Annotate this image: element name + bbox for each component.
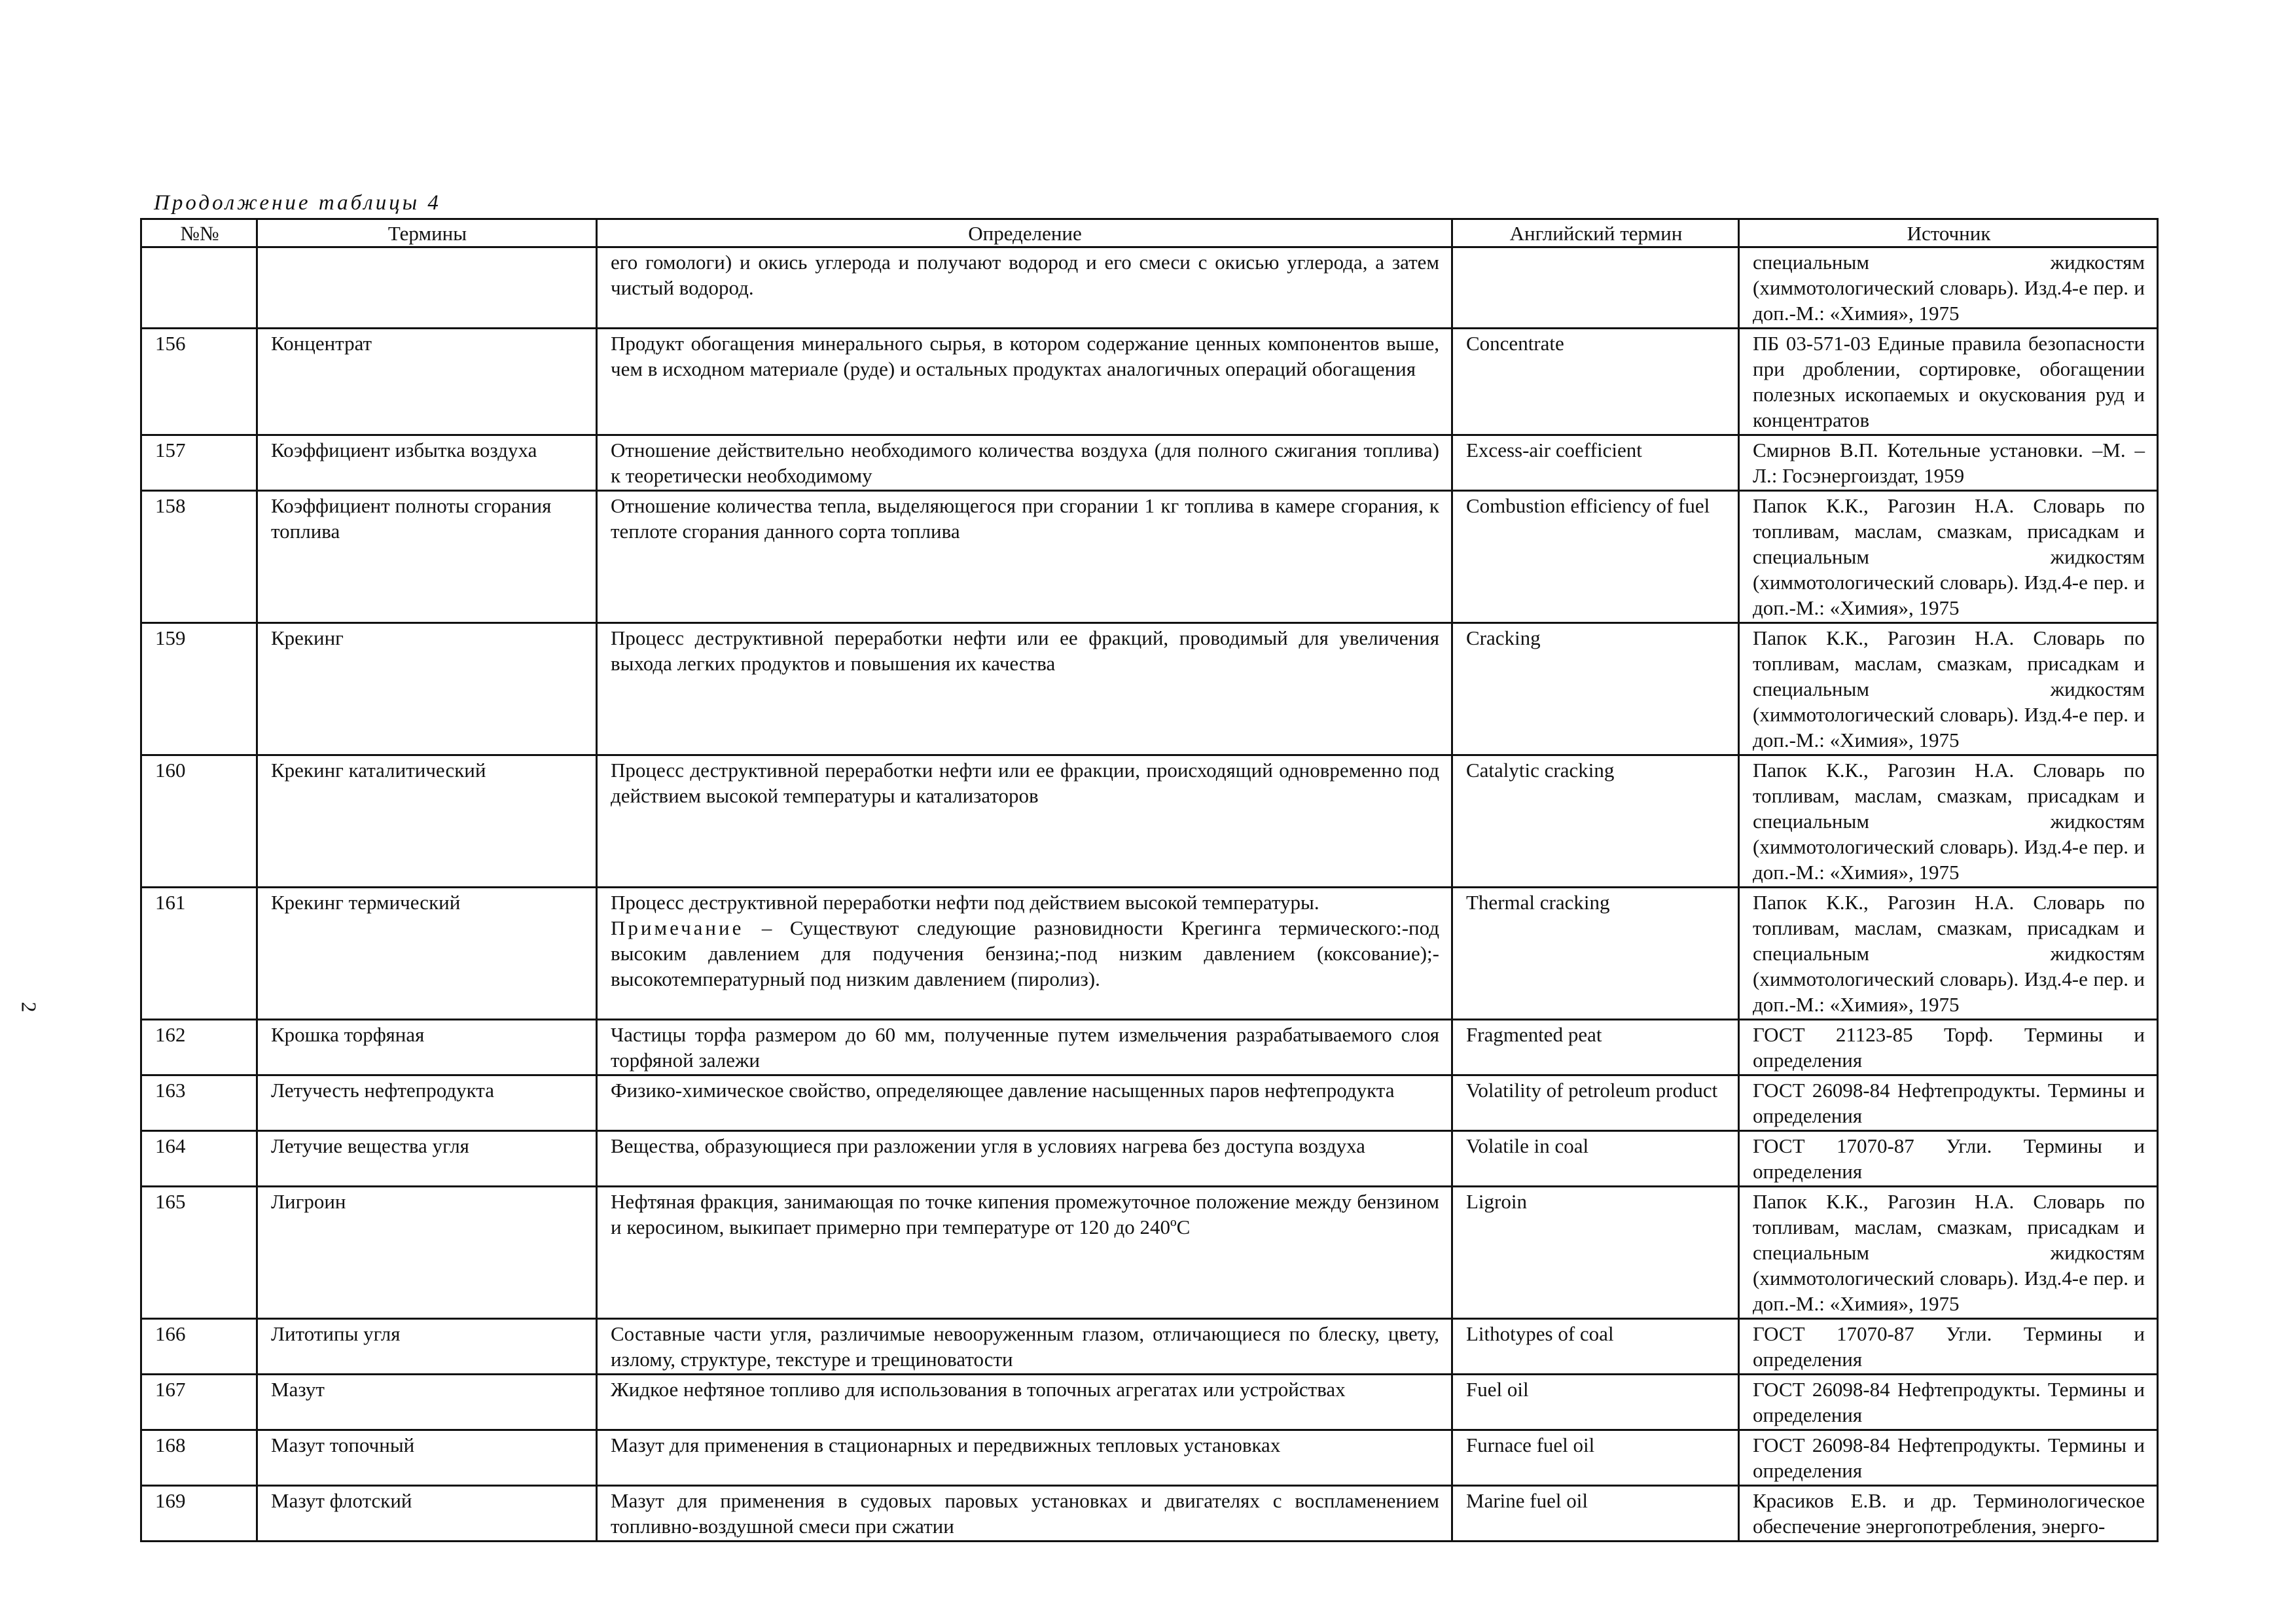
cell-term: Крекинг (257, 623, 597, 755)
table-row (141, 755, 2158, 888)
cell-english: Marine fuel oil (1452, 1486, 1739, 1542)
cell-num: 159 (141, 623, 257, 755)
cell-source: Папок К.К., Рагозин Н.А. Словарь по топливам, маслам, смазкам, присадкам и специальным жидкостям (химмотологический словарь). Изд.4-е пер. и доп.-М.: «Химия», 1975 (1739, 888, 2158, 1020)
cell-source: ГОСТ 26098-84 Нефтепродукты. Термины и определения (1739, 1075, 2158, 1131)
cell-term (257, 247, 597, 329)
cell-num (141, 247, 257, 329)
cell-english: Volatility of petroleum product (1452, 1075, 1739, 1131)
table-row (141, 1375, 2158, 1430)
table-row (141, 1187, 2158, 1319)
cell-source: ГОСТ 26098-84 Нефтепродукты. Термины и определения (1739, 1430, 2158, 1486)
cell-definition: Жидкое нефтяное топливо для использования в топочных агрегатах или устройствах (597, 1375, 1452, 1430)
cell-source: Красиков Е.В. и др. Терминологическое обеспечение энергопотребления, энерго- (1739, 1486, 2158, 1542)
cell-num: 164 (141, 1131, 257, 1187)
cell-term: Летучесть нефтепродукта (257, 1075, 597, 1131)
terms-table (140, 218, 2159, 1542)
cell-definition: Процесс деструктивной переработки нефти или ее фракции, происходящий одновременно под действием высокой температуры и катализаторов (597, 755, 1452, 888)
cell-english: Fuel oil (1452, 1375, 1739, 1430)
cell-num: 166 (141, 1319, 257, 1375)
cell-term: Коэффициент избытка воздуха (257, 435, 597, 491)
table-row (141, 1319, 2158, 1375)
cell-english: Volatile in coal (1452, 1131, 1739, 1187)
cell-num: 158 (141, 491, 257, 623)
cell-source: ПБ 03-571-03 Единые правила безопасности при дроблении, сортировке, обогащении полезных ископаемых и окускования руд и концентратов (1739, 329, 2158, 435)
cell-num: 167 (141, 1375, 257, 1430)
cell-definition: Вещества, образующиеся при разложении угля в условиях нагрева без доступа воздуха (597, 1131, 1452, 1187)
header-english: Английский термин (1452, 219, 1739, 247)
cell-source: Папок К.К., Рагозин Н.А. Словарь по топливам, маслам, смазкам, присадкам и специальным жидкостям (химмотологический словарь). Изд.4-е пер. и доп.-М.: «Химия», 1975 (1739, 1187, 2158, 1319)
table-row (141, 888, 2158, 1020)
cell-term: Крошка торфяная (257, 1020, 597, 1075)
header-source: Источник (1739, 219, 2158, 247)
cell-term: Концентрат (257, 329, 597, 435)
cell-definition: Физико-химическое свойство, определяющее давление насыщенных паров нефтепродукта (597, 1075, 1452, 1131)
cell-definition: его гомологи) и окись углерода и получают водород и его смеси с окисью углерода, а затем чистый водород. (597, 247, 1452, 329)
cell-english: Combustion efficiency of fuel (1452, 491, 1739, 623)
cell-english (1452, 247, 1739, 329)
table-row (141, 1020, 2158, 1075)
cell-english: Furnace fuel oil (1452, 1430, 1739, 1486)
table-caption: Продолжение таблицы 4 (154, 191, 441, 215)
cell-definition: Частицы торфа размером до 60 мм, полученные путем измельчения разрабатываемого слоя торфяной залежи (597, 1020, 1452, 1075)
cell-source: Папок К.К., Рагозин Н.А. Словарь по топливам, маслам, смазкам, присадкам и специальным жидкостям (химмотологический словарь). Изд.4-е пер. и доп.-М.: «Химия», 1975 (1739, 623, 2158, 755)
page-number: 2 (17, 1001, 41, 1013)
cell-num: 160 (141, 755, 257, 888)
table-row (141, 491, 2158, 623)
cell-definition: Составные части угля, различимые невооруженным глазом, отличающиеся по блеску, цвету, излому, структуре, текстуре и трещиноватости (597, 1319, 1452, 1375)
cell-term: Мазут топочный (257, 1430, 597, 1486)
cell-source: специальным жидкостям (химмотологический словарь). Изд.4-е пер. и доп.-М.: «Химия», 1975 (1739, 247, 2158, 329)
cell-definition: Нефтяная фракция, занимающая по точке кипения промежуточное положение между бензином и керосином, выкипает примерно при температуре от 120 до 240ºС (597, 1187, 1452, 1319)
header-term: Термины (257, 219, 597, 247)
table-row (141, 329, 2158, 435)
cell-definition: Мазут для применения в судовых паровых установках и двигателях с воспламенением топливно-воздушной смеси при сжатии (597, 1486, 1452, 1542)
cell-english: Catalytic cracking (1452, 755, 1739, 888)
cell-source: ГОСТ 17070-87 Угли. Термины и определения (1739, 1319, 2158, 1375)
cell-source: Смирнов В.П. Котельные установки. –М. – Л.: Госэнергоиздат, 1959 (1739, 435, 2158, 491)
cell-english: Cracking (1452, 623, 1739, 755)
cell-num: 157 (141, 435, 257, 491)
cell-term: Летучие вещества угля (257, 1131, 597, 1187)
note-text: – Существуют следующие разновидности Крегинга термического:-под высоким давлением для подучения бензина;-под низким давлением (коксование);-высокотемпературный под низким давлением (пиролиз). (611, 916, 1439, 990)
table-row (141, 623, 2158, 755)
cell-source: Папок К.К., Рагозин Н.А. Словарь по топливам, маслам, смазкам, присадкам и специальным жидкостям (химмотологический словарь). Изд.4-е пер. и доп.-М.: «Химия», 1975 (1739, 491, 2158, 623)
cell-num: 162 (141, 1020, 257, 1075)
cell-english: Lithotypes of coal (1452, 1319, 1739, 1375)
cell-num: 169 (141, 1486, 257, 1542)
cell-term: Крекинг каталитический (257, 755, 597, 888)
cell-definition: Процесс деструктивной переработки нефти или ее фракций, проводимый для увеличения выхода легких продуктов и повышения их качества (597, 623, 1452, 755)
table-row (141, 1075, 2158, 1131)
cell-english: Ligroin (1452, 1187, 1739, 1319)
table-row (141, 1486, 2158, 1542)
cell-term: Литотипы угля (257, 1319, 597, 1375)
note-label: Примечание (611, 916, 744, 939)
cell-num: 168 (141, 1430, 257, 1486)
definition-text: Процесс деструктивной переработки нефти под действием высокой температуры. (611, 891, 1319, 914)
cell-term: Мазут (257, 1375, 597, 1430)
cell-num: 165 (141, 1187, 257, 1319)
table-row (141, 1430, 2158, 1486)
table-row (141, 1131, 2158, 1187)
cell-definition: Отношение действительно необходимого количества воздуха (для полного сжигания топлива) к теоретически необходимому (597, 435, 1452, 491)
cell-term: Коэффициент полноты сгорания топлива (257, 491, 597, 623)
cell-source: ГОСТ 26098-84 Нефтепродукты. Термины и определения (1739, 1375, 2158, 1430)
cell-num: 161 (141, 888, 257, 1020)
cell-term: Мазут флотский (257, 1486, 597, 1542)
cell-definition (597, 888, 1452, 1020)
cell-definition: Мазут для применения в стационарных и передвижных тепловых установках (597, 1430, 1452, 1486)
header-row (141, 219, 2158, 247)
cell-num: 156 (141, 329, 257, 435)
cell-source: ГОСТ 17070-87 Угли. Термины и определения (1739, 1131, 2158, 1187)
cell-term: Лигроин (257, 1187, 597, 1319)
cell-english: Thermal cracking (1452, 888, 1739, 1020)
cell-definition: Отношение количества тепла, выделяющегося при сгорании 1 кг топлива в камере сгорания, к теплоте сгорания данного сорта топлива (597, 491, 1452, 623)
table-body (141, 247, 2158, 1542)
cell-definition: Продукт обогащения минерального сырья, в котором содержание ценных компонентов выше, чем в исходном материале (руде) и остальных продуктах аналогичных операций обогащения (597, 329, 1452, 435)
cell-english: Concentrate (1452, 329, 1739, 435)
header-definition: Определение (597, 219, 1452, 247)
header-num: №№ (141, 219, 257, 247)
table-row (141, 247, 2158, 329)
cell-source: Папок К.К., Рагозин Н.А. Словарь по топливам, маслам, смазкам, присадкам и специальным жидкостям (химмотологический словарь). Изд.4-е пер. и доп.-М.: «Химия», 1975 (1739, 755, 2158, 888)
cell-english: Excess-air coefficient (1452, 435, 1739, 491)
table-row (141, 435, 2158, 491)
cell-term: Крекинг термический (257, 888, 597, 1020)
cell-source: ГОСТ 21123-85 Торф. Термины и определения (1739, 1020, 2158, 1075)
cell-num: 163 (141, 1075, 257, 1131)
cell-english: Fragmented peat (1452, 1020, 1739, 1075)
